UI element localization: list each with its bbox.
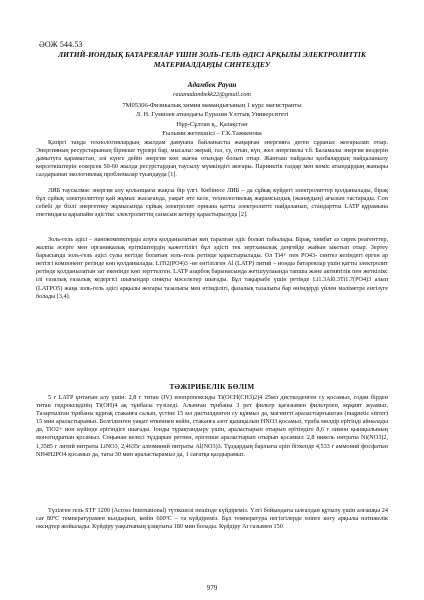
affiliation-program: 7M05306-Физикалық химия мамандығының 1 курс магистранты (122, 102, 302, 109)
udc-code: ӘОЖ 544.53 (39, 40, 83, 49)
author-name: Адамбек Рауан (187, 80, 237, 89)
author-email: rauanadambekk22@gmail.com (173, 91, 251, 98)
article-title: ЛИТИЙ-ИОНДЫҚ БАТАРЕЯЛАР ҮШІН ЗОЛЬ-ГЕЛЬ ӘДІСІ АРҚЫЛЫ ЭЛЕКТРОЛИТТІК МАТЕРИАЛДАРДЫ СИНТЕЗДЕУ (57, 50, 367, 69)
page-number: 979 (206, 584, 218, 592)
intro-paragraph-3: Золь-гель әдісі – нанокомпектерды алуға қолданылатын кең таралған әдіс болып табылады. Бірақ, химбат аз сирек реагенттер, жалпы әсерге мен органикалық еріткіштердің қажеттілігі бұл әдісті тек зертханалық деңгейде жайын ыкетып отыр. Зертеу барысында золь-гель әдісі сулы негізде болатын золь-гель ретінде қарастырылады. Ол Ti4+ пен PO43- синтез кезіндегі ерген ар нетізгі компонент ретінде көп қолданылады. LiTi2(PO4)3 -не енгізілген Al (LATP) литий – ионды батареялар үшін қатты электролит ретінде қолданылатын зат екенінде көп зерттелген. LATP азарбоқ барынасында жетшуулаында тапшы және активтілік пен жеткілікс ілі ғазалық ғазалық кедергісі шығындар сияқты мәселелер шығады. Бұл тақырыбе үшін ретінде Li1.3Al0.3Ti1.7(PO4)3 алып (LATPO5) жаңа золь-гель әдісі арқылы жоғары тазалығы мен өтімділігі, фазалық тазалығы бар өнімдерді үйлен мәліметре енгізуге болады [3,4]. (36, 236, 388, 300)
experimental-paragraph-1: 5 г LATP ұнтағын алу үшін: 2,8 г титан (IV) изопропоксиды Ti(OCH(CH3)2)4 25мл дистилденген су қосамыз, содан бірден титан гидроксидінің Ti(OH)4 ақ тұнбасы түзіледі. Алынған тұнбаны 3 рет фильтр қағазымен фильтрлеп, мұқият жуамыз. Тазартылған тұнбаны құрғақ стаканға салып, үстіне 15 мл дистилденген су құямыз да, магнитті араластырғыштан (magnetic stirrer) 15 мин араластырамыз. Белгіленген уақыт өткеннен кейін, стаканға азот қышқылын HNO3 қосамыз, тұнба мөлдір ерітінді айналады да, TiO2+ ион күйінде ерітіндіге шығады. Іонды тұрақтандыру үшін, араластырып отырып ерітіндіге 8,6 г лимон қышқылының моногидратын қосамыз. Соңынан келесі тұздарын ретпен, ерігенше араластырып отырып қосамыз: 2,8 никель нитраты Ni(NO3)2, 1,3585 г литий нитраты LiNO3, 2,4635г алюминий нитраты Al(NO3)3. Тұздардың барлығы еріп біткенде 4,533 г аммоний фосфатын NH4H2PO4 қосамыз да, тағы 30 мин араластырамыз да, 1 сағатқа қалдырамыз. (36, 394, 388, 458)
affiliation-city: Нұр-Сұлтан қ., Қазақстан (176, 121, 248, 128)
intro-paragraph-2: ЛИБ таусылмас энергия алу қольнщағы жақсы бір үлгі. Көбінесе ЛИБ – да сұйық күйдегі электролиттер қолданылады, бірақ бұл сұйық электролиттер қай жұмыс жасағанда, уақыт өте келе, технологиялық жарамсыздық (жанаудың) ағызып тастарады. Соп себебі де бізлі энергетику жұмысында сұйық электролит орнына қатты электролитті пайдаланып, стандартты LATP құрамына енетиндағы қарапайм әдістікс электролиттің сапасын кетеру қарастырылуда [2]. (36, 187, 388, 219)
affiliation-supervisor: Ғылыми жетекшісі – Г.К.Тажкенова (162, 130, 262, 137)
section-heading: ТӘЖІРИБЕЛІК БӨЛІМ (169, 383, 255, 391)
experimental-paragraph-2: Түзілген гель STF 1200 (Across International) түтікшелі пешінде күйдіреміз. Үлгі бойындағы ылғалдан құтылу үшін алғашқы 24 сағ 80ºC температурамен кыздырып, кейін 600ºC – та күйдіреміз. Бұл температура негізгілерде өзінге көгу арқылы нәтижелік оксидтер жойылады. Күйдіру уақытының ұзақтығы 180 мин болады. Күйдіру Ar газымен 150 (36, 507, 388, 531)
intro-paragraph-1: Қазіргі таңда технологиялардың жылдам дамуына байланысты жаңарған энергияға деген сұраныс жоғарылап отыр. Энергияның ресурстарының бірнеше түрлері бар, мысалы: жерай, газ, су, отын, күн, жел энергиялы т.б. Баламалы энергия көздерін дамытуға қарамастан, әлі күнге дейін энергия көп жағна отындар болып отыр. Жанғыш пайдалы қазбалардың пайдаланылу көрсеткіштерін ескерсек 50-60 жылда ресурстардың таусылу мүмкіндігі жоғары. Парниктік газдар мен көміс атындардың жаныры салдарынан экологиялық проблемалар туындауда [1]. (36, 139, 388, 179)
affiliation-university: Л. Н. Гумилев атындағы Еуразия Ұлттық Университеті (135, 111, 289, 118)
